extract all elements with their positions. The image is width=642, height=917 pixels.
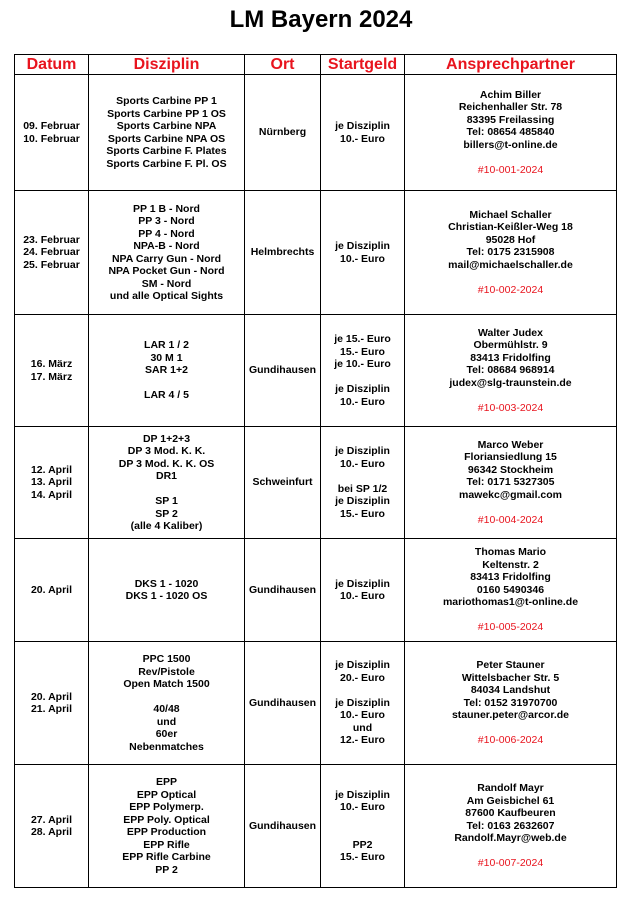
disziplin-cell-line: DP 1+2+3	[142, 432, 191, 445]
datum-cell-line: 10. Februar	[23, 132, 80, 145]
startgeld-cell	[321, 191, 405, 315]
disziplin-cell-line: NPA Carry Gun - Nord	[111, 252, 222, 265]
disziplin-cell-line: LAR 4 / 5	[144, 389, 189, 402]
datum-cell	[15, 427, 89, 539]
contact-cell	[405, 315, 617, 427]
disziplin-cell-line: Sports Carbine F. Plates	[106, 145, 227, 157]
table-row	[15, 191, 617, 315]
startgeld-cell-line: je Disziplin	[335, 696, 390, 709]
reference-number: #10-004-2024	[477, 513, 544, 526]
startgeld-cell-line: 10.- Euro	[340, 252, 385, 265]
disziplin-cell-line: DKS 1 - 1020 OS	[125, 590, 208, 602]
disziplin-cell-line: PP 1 B - Nord	[133, 202, 200, 215]
table-row	[15, 427, 617, 539]
contact-cell-line: mawekc@gmail.com	[458, 488, 563, 501]
startgeld-cell-line: je 15.- Euro	[334, 333, 391, 345]
datum-cell-line: 14. April	[30, 488, 73, 501]
contact-cell-line: Achim Biller	[479, 88, 542, 101]
startgeld-cell-line: je Disziplin	[335, 240, 390, 252]
contact-cell	[405, 765, 617, 888]
datum-cell-line: 25. Februar	[23, 258, 80, 271]
datum-cell-line: 13. April	[30, 476, 73, 489]
startgeld-cell-line	[323, 470, 402, 483]
startgeld-cell-line: je Disziplin	[335, 577, 390, 590]
startgeld-cell-line: PP2	[352, 838, 373, 851]
datum-cell-line: 12. April	[30, 463, 73, 476]
contact-cell-line: Tel: 0171 5327305	[466, 476, 555, 489]
header-datum: Datum	[15, 55, 89, 75]
disziplin-cell-line: PP 4 - Nord	[138, 227, 195, 240]
startgeld-cell-line: je Disziplin	[335, 659, 390, 672]
startgeld-cell-line: 12.- Euro	[340, 734, 385, 747]
disziplin-cell	[89, 642, 245, 765]
startgeld-cell-line: 10.- Euro	[340, 709, 385, 722]
disziplin-cell-line: PP 3 - Nord	[138, 215, 195, 227]
table-body	[15, 75, 617, 888]
disziplin-cell-line: 40/48	[153, 703, 180, 715]
disziplin-cell-line: und alle Optical Sights	[109, 290, 224, 302]
contact-cell-line: Tel: 0163 2632607	[466, 819, 555, 832]
startgeld-cell-line: 15.- Euro	[340, 851, 385, 863]
contact-cell-line: judex@slg-traunstein.de	[449, 376, 572, 389]
ort-cell-line: Gundihausen	[248, 583, 317, 596]
startgeld-cell-line: 10.- Euro	[340, 395, 385, 408]
datum-cell-line: 16. März	[30, 358, 73, 370]
disziplin-cell-line: EPP Poly. Optical	[123, 813, 210, 826]
disziplin-cell-line: Sports Carbine F. Pl. OS	[106, 157, 227, 170]
table-row	[15, 765, 617, 888]
disziplin-cell-line: EPP Rifle Carbine	[122, 851, 211, 863]
contact-cell-line: Michael Schaller	[469, 208, 552, 221]
contact-cell-line: 83413 Fridolfing	[470, 351, 551, 364]
startgeld-cell-line: 10.- Euro	[340, 457, 385, 470]
disziplin-cell-line: DR1	[155, 470, 177, 482]
contact-cell-line: Tel: 0152 31970700	[463, 696, 558, 709]
ort-cell	[245, 75, 321, 191]
datum-cell	[15, 315, 89, 427]
contact-cell-line: Am Geisbichel 61	[466, 794, 555, 807]
contact-cell	[405, 191, 617, 315]
startgeld-cell	[321, 765, 405, 888]
disziplin-cell	[89, 765, 245, 888]
disziplin-cell-line: DP 3 Mod. K. K.	[127, 445, 206, 457]
contact-cell-line: mail@michaelschaller.de	[448, 258, 573, 271]
datum-cell-line: 27. April	[30, 813, 73, 826]
disziplin-cell-line: SAR 1+2	[145, 364, 188, 377]
startgeld-cell-line: je 10.- Euro	[334, 358, 391, 370]
startgeld-cell-line: bei SP 1/2	[337, 482, 388, 495]
contact-cell-line: Reichenhaller Str. 78	[458, 101, 563, 114]
contact-cell-line: mariothomas1@t-online.de	[442, 596, 579, 609]
startgeld-cell-line: je Disziplin	[335, 788, 390, 801]
datum-cell	[15, 191, 89, 315]
startgeld-cell-line: je Disziplin	[335, 495, 390, 507]
contact-cell-line: Tel: 08654 485840	[466, 126, 555, 139]
disziplin-cell	[89, 315, 245, 427]
startgeld-cell-line: je Disziplin	[335, 120, 390, 132]
disziplin-cell-line: NPA Pocket Gun - Nord	[108, 265, 225, 277]
reference-number: #10-007-2024	[477, 857, 544, 870]
startgeld-cell-line: 10.- Euro	[340, 590, 385, 602]
startgeld-cell-line: 20.- Euro	[340, 671, 385, 684]
ort-cell-line: Helmbrechts	[250, 246, 315, 259]
startgeld-cell-line: 15.- Euro	[340, 507, 385, 520]
contact-cell-line: 84034 Landshut	[470, 684, 551, 697]
startgeld-cell	[321, 427, 405, 539]
header-startgeld: Startgeld	[321, 55, 405, 75]
disziplin-cell-line: EPP	[155, 776, 177, 788]
contact-cell-line: 83413 Fridolfing	[470, 571, 551, 584]
disziplin-cell-line	[91, 377, 242, 390]
startgeld-cell	[321, 75, 405, 191]
disziplin-cell-line: EPP Rifle	[143, 838, 190, 851]
datum-cell-line: 23. Februar	[23, 233, 80, 246]
ort-cell-line: Gundihausen	[248, 364, 317, 377]
datum-cell	[15, 642, 89, 765]
ort-cell	[245, 191, 321, 315]
reference-number: #10-006-2024	[477, 734, 544, 747]
contact-cell-line: Obermühlstr. 9	[473, 339, 548, 352]
disziplin-cell-line: DP 3 Mod. K. K. OS	[118, 457, 215, 470]
contact-cell-line: Marco Weber	[477, 438, 544, 451]
disziplin-cell-line	[91, 691, 242, 704]
datum-cell	[15, 539, 89, 642]
contact-cell-line: 83395 Freilassing	[466, 113, 555, 126]
reference-number: #10-001-2024	[477, 163, 544, 176]
header-ansprechpartner: Ansprechpartner	[405, 55, 617, 75]
ort-cell	[245, 539, 321, 642]
disziplin-cell-line: Open Match 1500	[123, 678, 210, 690]
table-row	[15, 315, 617, 427]
datum-cell-line: 21. April	[30, 703, 73, 715]
startgeld-cell	[321, 642, 405, 765]
contact-cell-line: 96342 Stockheim	[467, 463, 554, 476]
datum-cell-line: 20. April	[30, 690, 73, 703]
datum-cell-line: 20. April	[30, 583, 73, 596]
disziplin-cell-line: Sports Carbine NPA	[116, 120, 217, 132]
disziplin-cell-line: SP 1	[155, 495, 178, 507]
reference-number: #10-002-2024	[477, 283, 544, 296]
header-row	[15, 55, 617, 75]
datum-cell	[15, 75, 89, 191]
startgeld-cell-line: je Disziplin	[335, 383, 390, 395]
disziplin-cell-line: Sports Carbine PP 1 OS	[107, 107, 226, 120]
startgeld-cell-line: je Disziplin	[335, 445, 390, 457]
disziplin-cell-line: PPC 1500	[142, 653, 191, 665]
contact-cell-line: 0160 5490346	[476, 583, 545, 596]
disziplin-cell	[89, 191, 245, 315]
disziplin-cell-line: Nebenmatches	[129, 740, 204, 753]
startgeld-cell-line	[323, 814, 402, 827]
startgeld-cell	[321, 539, 405, 642]
disziplin-cell-line: PP 2	[155, 863, 178, 876]
datum-cell-line: 09. Februar	[23, 120, 80, 132]
startgeld-cell-line: 10.- Euro	[340, 132, 385, 145]
disziplin-cell-line: 60er	[155, 728, 178, 740]
contact-cell-line: Thomas Mario	[474, 546, 547, 559]
disziplin-cell	[89, 427, 245, 539]
contact-cell-line: Randolf.Mayr@web.de	[454, 832, 567, 845]
contact-cell-line: Tel: 08684 968914	[466, 364, 555, 377]
table-row	[15, 642, 617, 765]
contact-cell-line: Keltenstr. 2	[482, 558, 539, 571]
ort-cell	[245, 315, 321, 427]
disziplin-cell-line: NPA-B - Nord	[133, 240, 200, 252]
contact-cell-line: Randolf Mayr	[477, 782, 544, 795]
ort-cell	[245, 642, 321, 765]
header-disziplin: Disziplin	[89, 55, 245, 75]
disziplin-cell-line: Sports Carbine NPA OS	[107, 132, 226, 145]
disziplin-cell-line: LAR 1 / 2	[144, 339, 189, 352]
disziplin-cell-line: EPP Polymerp.	[129, 801, 204, 813]
contact-cell	[405, 427, 617, 539]
disziplin-cell-line	[91, 483, 242, 496]
datum-cell-line: 17. März	[30, 370, 73, 383]
contact-cell-line: billers@t-online.de	[463, 138, 558, 151]
header-ort: Ort	[245, 55, 321, 75]
startgeld-cell-line	[323, 684, 402, 697]
datum-cell-line: 24. Februar	[23, 246, 80, 259]
contact-cell-line: 95028 Hof	[485, 233, 536, 246]
disziplin-cell	[89, 539, 245, 642]
table-row	[15, 75, 617, 191]
startgeld-cell-line	[323, 826, 402, 839]
table-row	[15, 539, 617, 642]
schedule-table	[14, 54, 617, 888]
ort-cell-line: Schweinfurt	[252, 476, 313, 489]
ort-cell-line: Gundihausen	[248, 696, 317, 709]
disziplin-cell-line: Rev/Pistole	[138, 665, 195, 678]
contact-cell	[405, 75, 617, 191]
contact-cell-line: 87600 Kaufbeuren	[465, 807, 556, 820]
disziplin-cell-line: (alle 4 Kaliber)	[130, 520, 203, 532]
disziplin-cell-line: und	[156, 715, 177, 728]
datum-cell	[15, 765, 89, 888]
reference-number: #10-003-2024	[477, 401, 544, 414]
disziplin-cell-line: 30 M 1	[150, 351, 183, 364]
contact-cell	[405, 642, 617, 765]
startgeld-cell	[321, 315, 405, 427]
datum-cell-line: 28. April	[30, 826, 73, 838]
contact-cell	[405, 539, 617, 642]
ort-cell-line: Gundihausen	[248, 819, 317, 832]
reference-number: #10-005-2024	[477, 621, 544, 634]
disziplin-cell-line: Sports Carbine PP 1	[116, 95, 217, 107]
contact-cell-line: Wittelsbacher Str. 5	[461, 671, 560, 684]
startgeld-cell-line: und	[352, 721, 373, 734]
disziplin-cell-line: DKS 1 - 1020	[134, 577, 199, 590]
contact-cell-line: Christian-Keißler-Weg 18	[448, 221, 573, 234]
page-title: LM Bayern 2024	[229, 6, 413, 33]
ort-cell	[245, 765, 321, 888]
startgeld-cell-line: 15.- Euro	[340, 345, 385, 358]
disziplin-cell	[89, 75, 245, 191]
disziplin-cell-line: EPP Optical	[136, 788, 197, 801]
contact-cell-line: Tel: 0175 2315908	[466, 246, 555, 259]
contact-cell-line: stauner.peter@arcor.de	[451, 709, 570, 722]
contact-cell-line: Peter Stauner	[476, 659, 545, 672]
startgeld-cell-line	[323, 371, 402, 384]
disziplin-cell-line: SM - Nord	[141, 277, 192, 290]
startgeld-cell-line: 10.- Euro	[340, 801, 385, 813]
ort-cell-line: Nürnberg	[258, 126, 307, 139]
disziplin-cell-line: SP 2	[155, 507, 178, 520]
contact-cell-line: Floriansiedlung 15	[464, 451, 557, 464]
contact-cell-line: Walter Judex	[478, 326, 543, 339]
ort-cell	[245, 427, 321, 539]
disziplin-cell-line: EPP Production	[126, 826, 207, 838]
